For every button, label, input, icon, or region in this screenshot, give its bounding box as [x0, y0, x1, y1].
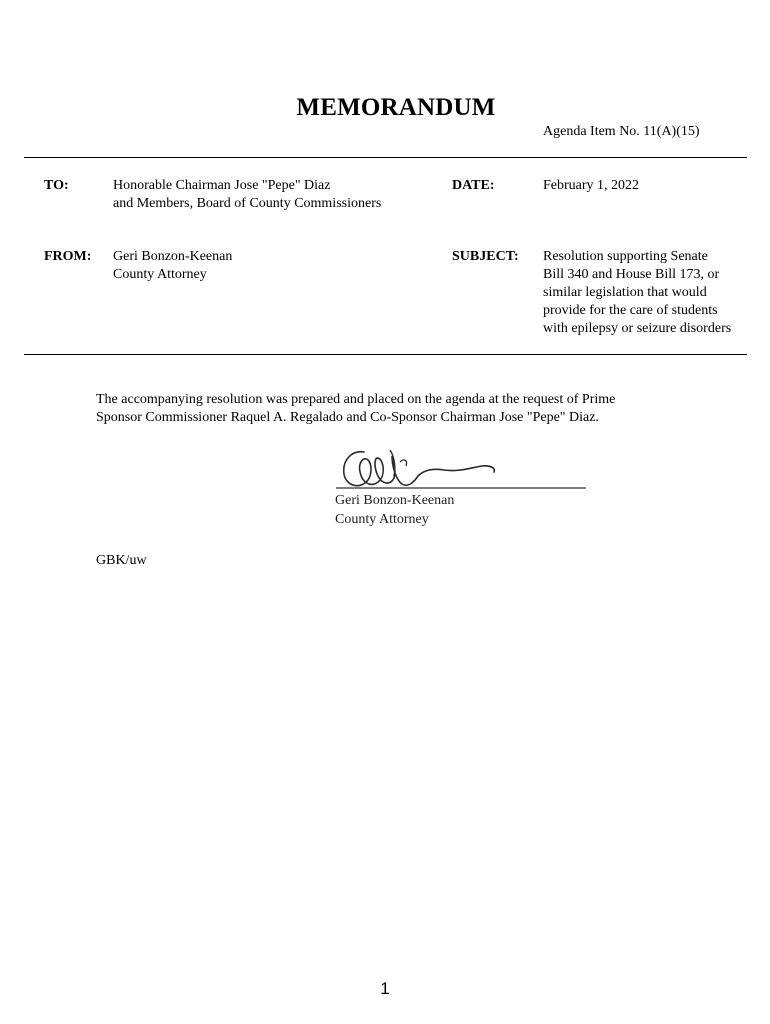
typist-initials: GBK/uw: [96, 553, 147, 568]
body-line-1: The accompanying resolution was prepared and placed on the agenda at the request of Prime: [96, 392, 616, 407]
to-line-2: and Members, Board of County Commissioners: [113, 196, 382, 211]
date-value: February 1, 2022: [543, 178, 640, 193]
memo-title: MEMORANDUM: [296, 94, 496, 121]
to-recipient: [113, 177, 381, 213]
memo-body: [96, 391, 615, 427]
page-number: 1: [380, 979, 390, 998]
subject-text: [543, 248, 731, 338]
subject-label: SUBJECT:: [452, 249, 519, 264]
signature-block: [335, 491, 454, 529]
subject-line-2: Bill 340 and House Bill 173, or: [543, 267, 720, 282]
subject-line-3: similar legislation that would: [543, 285, 707, 300]
header-top-rule: [24, 157, 747, 158]
signatory-name: Geri Bonzon-Keenan: [335, 493, 455, 508]
subject-line-1: Resolution supporting Senate: [543, 249, 708, 264]
from-line-1: Geri Bonzon-Keenan: [113, 249, 233, 264]
handwritten-signature-icon: [334, 446, 588, 494]
subject-line-4: provide for the care of students: [543, 303, 718, 318]
signatory-title: County Attorney: [335, 512, 429, 527]
subject-line-5: with epilepsy or seizure disorders: [543, 321, 732, 336]
agenda-item-number: Agenda Item No. 11(A)(15): [543, 124, 700, 139]
body-line-2: Sponsor Commissioner Raquel A. Regalado and Co-Sponsor Chairman Jose "Pepe" Diaz.: [96, 410, 599, 425]
to-label: TO:: [44, 178, 69, 193]
header-bottom-rule: [24, 354, 747, 355]
from-label: FROM:: [44, 249, 92, 264]
from-sender: [113, 248, 232, 284]
from-line-2: County Attorney: [113, 267, 207, 282]
date-label: DATE:: [452, 178, 495, 193]
to-line-1: Honorable Chairman Jose "Pepe" Diaz: [113, 178, 331, 193]
